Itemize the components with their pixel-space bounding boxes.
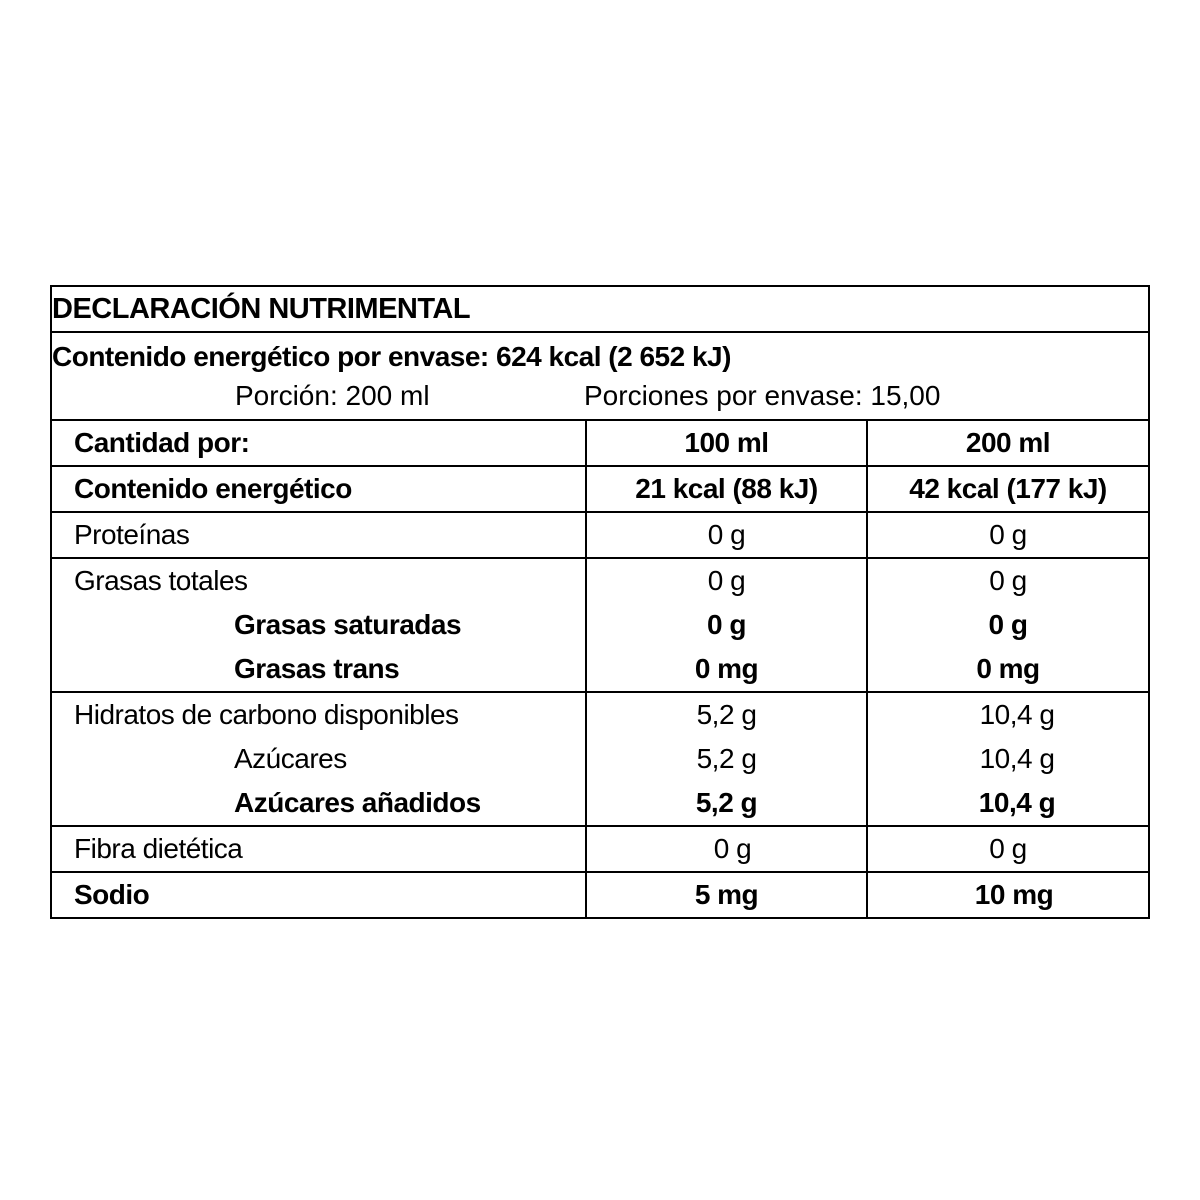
fats-group xyxy=(52,557,1148,691)
servings-per-package: Porciones por envase: 15,00 xyxy=(584,380,941,411)
carbs-200ml: 10,4 g xyxy=(979,699,1055,730)
sugars-label: Azúcares xyxy=(234,743,347,774)
portion-size: Porción: 200 ml xyxy=(235,380,430,411)
total-fat-label: Grasas totales xyxy=(74,565,248,596)
added-sugars-100ml: 5,2 g xyxy=(695,787,758,818)
proteins-row xyxy=(52,511,1148,557)
sodium-label: Sodio xyxy=(52,873,587,917)
saturated-fat-label: Grasas saturadas xyxy=(234,609,462,640)
added-sugars-200ml: 10,4 g xyxy=(978,787,1056,818)
total-fat-100ml: 0 g xyxy=(707,565,746,596)
carbs-label: Hidratos de carbono disponibles xyxy=(74,699,459,730)
sodium-row xyxy=(52,871,1148,917)
carbs-100ml: 5,2 g xyxy=(696,699,757,730)
carbs-group xyxy=(52,691,1148,825)
trans-fat-label: Grasas trans xyxy=(234,653,400,684)
header-200ml: 200 ml xyxy=(965,427,1051,458)
fiber-row xyxy=(52,825,1148,871)
table-header-row xyxy=(52,419,1148,465)
sodium-200ml: 10 mg xyxy=(974,879,1054,910)
sugars-100ml: 5,2 g xyxy=(696,743,757,774)
fiber-100ml: 0 g xyxy=(587,827,868,871)
energy-200ml: 42 kcal (177 kJ) xyxy=(909,473,1107,504)
energy-per-package: Contenido energético por envase: 624 kcal (2 652 kJ) xyxy=(52,331,1148,377)
header-label: Cantidad por: xyxy=(52,421,587,465)
trans-fat-100ml: 0 mg xyxy=(694,653,759,684)
saturated-fat-100ml: 0 g xyxy=(707,609,746,640)
sodium-100ml: 5 mg xyxy=(587,873,868,917)
fiber-200ml: 0 g xyxy=(989,833,1027,864)
table-title: DECLARACIÓN NUTRIMENTAL xyxy=(52,293,471,325)
header-100ml: 100 ml xyxy=(587,421,868,465)
sugars-200ml: 10,4 g xyxy=(979,743,1055,774)
trans-fat-200ml: 0 mg xyxy=(976,653,1040,684)
nutrition-facts-table xyxy=(50,285,1150,919)
total-fat-200ml: 0 g xyxy=(989,565,1027,596)
saturated-fat-200ml: 0 g xyxy=(988,609,1028,640)
proteins-200ml: 0 g xyxy=(989,519,1027,550)
portion-info-row xyxy=(52,377,1148,419)
proteins-100ml: 0 g xyxy=(587,513,868,557)
fiber-label: Fibra dietética xyxy=(52,827,587,871)
energy-label: Contenido energético xyxy=(52,467,587,511)
energy-row xyxy=(52,465,1148,511)
proteins-label: Proteínas xyxy=(52,513,587,557)
added-sugars-label: Azúcares añadidos xyxy=(234,787,481,818)
energy-100ml: 21 kcal (88 kJ) xyxy=(587,467,868,511)
